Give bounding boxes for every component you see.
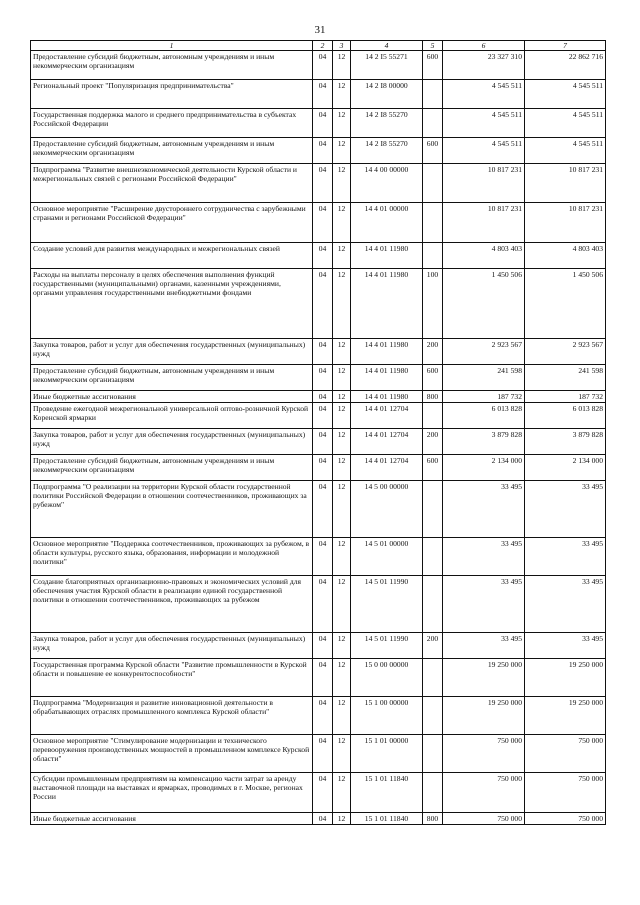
row-name: Закупка товаров, работ и услуг для обеспечения государственных (муниципальных) нужд — [31, 429, 313, 455]
row-name: Создание условий для развития международных и межрегиональных связей — [31, 243, 313, 269]
row-expense-type: 200 — [423, 633, 443, 659]
row-name: Предоставление субсидий бюджетным, автономным учреждениям и иным некоммерческим организациям — [31, 365, 313, 391]
row-amount-year-1: 750 000 — [443, 813, 525, 825]
row-amount-year-2: 33 495 — [525, 481, 606, 538]
row-target-code: 14 4 01 00000 — [351, 203, 423, 243]
row-expense-type — [423, 403, 443, 429]
row-amount-year-1: 6 013 828 — [443, 403, 525, 429]
table-row — [31, 659, 606, 697]
row-expense-type: 600 — [423, 138, 443, 164]
row-name: Подпрограмма "Модернизация и развитие инновационной деятельности в обрабатывающих отраслях промышленного комплекса Курской области" — [31, 697, 313, 735]
row-section-code: 04 — [313, 659, 333, 697]
row-target-code: 14 5 01 11990 — [351, 576, 423, 633]
row-target-code: 15 1 01 11840 — [351, 773, 423, 813]
row-expense-type — [423, 243, 443, 269]
row-target-code: 14 5 01 11990 — [351, 633, 423, 659]
row-subsection-code: 12 — [333, 633, 351, 659]
row-target-code: 15 0 00 00000 — [351, 659, 423, 697]
row-target-code: 15 1 00 00000 — [351, 697, 423, 735]
row-target-code: 14 2 I8 00000 — [351, 80, 423, 109]
column-header: 2 — [313, 41, 333, 51]
row-target-code: 14 2 I8 55270 — [351, 138, 423, 164]
table-row — [31, 203, 606, 243]
row-subsection-code: 12 — [333, 773, 351, 813]
row-expense-type — [423, 538, 443, 576]
row-subsection-code: 12 — [333, 735, 351, 773]
row-name: Предоставление субсидий бюджетным, автономным учреждениям и иным некоммерческим организациям — [31, 455, 313, 481]
budget-table — [30, 40, 606, 825]
row-amount-year-1: 10 817 231 — [443, 164, 525, 203]
table-row — [31, 269, 606, 339]
row-name: Основное мероприятие "Расширение двустороннего сотрудничества с зарубежными странами и регионами Российской Федерации" — [31, 203, 313, 243]
row-amount-year-2: 4 545 511 — [525, 109, 606, 138]
row-target-code: 14 4 01 11980 — [351, 339, 423, 365]
row-subsection-code: 12 — [333, 51, 351, 80]
row-subsection-code: 12 — [333, 455, 351, 481]
row-section-code: 04 — [313, 697, 333, 735]
row-amount-year-2: 6 013 828 — [525, 403, 606, 429]
row-target-code: 15 1 01 11840 — [351, 813, 423, 825]
row-section-code: 04 — [313, 481, 333, 538]
row-section-code: 04 — [313, 391, 333, 403]
row-amount-year-2: 3 879 828 — [525, 429, 606, 455]
row-target-code: 14 4 01 11980 — [351, 365, 423, 391]
row-name: Иные бюджетные ассигнования — [31, 391, 313, 403]
row-section-code: 04 — [313, 455, 333, 481]
row-name: Подпрограмма "О реализации на территории Курской области государственной политики Российской Федерации в отношении соотечественников, проживающих за рубежом" — [31, 481, 313, 538]
row-section-code: 04 — [313, 269, 333, 339]
row-section-code: 04 — [313, 339, 333, 365]
row-section-code: 04 — [313, 80, 333, 109]
row-subsection-code: 12 — [333, 80, 351, 109]
table-row — [31, 339, 606, 365]
row-section-code: 04 — [313, 813, 333, 825]
row-section-code: 04 — [313, 538, 333, 576]
row-section-code: 04 — [313, 735, 333, 773]
row-amount-year-2: 19 250 000 — [525, 697, 606, 735]
row-amount-year-2: 241 598 — [525, 365, 606, 391]
header-row — [31, 41, 606, 51]
row-expense-type — [423, 697, 443, 735]
row-subsection-code: 12 — [333, 697, 351, 735]
row-target-code: 14 5 01 00000 — [351, 538, 423, 576]
row-section-code: 04 — [313, 365, 333, 391]
row-name: Субсидии промышленным предприятиям на компенсацию части затрат за аренду выставочной площади на выставках и ярмарках, проводимых в г. Москве, регионах России — [31, 773, 313, 813]
row-amount-year-2: 10 817 231 — [525, 164, 606, 203]
row-section-code: 04 — [313, 109, 333, 138]
row-amount-year-1: 3 879 828 — [443, 429, 525, 455]
row-amount-year-2: 19 250 000 — [525, 659, 606, 697]
row-amount-year-2: 22 862 716 — [525, 51, 606, 80]
row-subsection-code: 12 — [333, 576, 351, 633]
row-amount-year-1: 33 495 — [443, 538, 525, 576]
column-header: 5 — [423, 41, 443, 51]
row-section-code: 04 — [313, 773, 333, 813]
row-name: Проведение ежегодной межрегиональной универсальной оптово-розничной Курской Коренской ярмарки — [31, 403, 313, 429]
row-subsection-code: 12 — [333, 365, 351, 391]
row-expense-type — [423, 164, 443, 203]
row-name: Создание благоприятных организационно-правовых и экономических условий для обеспечения участия Курской области в реализации единой государственной политики в отношении соотечественников, проживающих за рубежом — [31, 576, 313, 633]
row-amount-year-1: 4 545 511 — [443, 109, 525, 138]
row-name: Предоставление субсидий бюджетным, автономным учреждениям и иным некоммерческим организациям — [31, 138, 313, 164]
row-expense-type — [423, 659, 443, 697]
row-name: Основное мероприятие "Поддержка соотечественников, проживающих за рубежом, в области культуры, русского языка, образования, информации и молодежной политики" — [31, 538, 313, 576]
row-target-code: 15 1 01 00000 — [351, 735, 423, 773]
column-header: 6 — [443, 41, 525, 51]
row-expense-type: 200 — [423, 429, 443, 455]
row-amount-year-2: 4 803 403 — [525, 243, 606, 269]
row-amount-year-1: 4 545 511 — [443, 138, 525, 164]
row-expense-type: 600 — [423, 51, 443, 80]
table-row — [31, 391, 606, 403]
row-name: Государственная программа Курской области "Развитие промышленности в Курской области и повышение ее конкурентоспособности" — [31, 659, 313, 697]
row-expense-type: 800 — [423, 391, 443, 403]
row-subsection-code: 12 — [333, 138, 351, 164]
row-amount-year-2: 750 000 — [525, 735, 606, 773]
row-amount-year-1: 33 495 — [443, 481, 525, 538]
row-subsection-code: 12 — [333, 429, 351, 455]
table-row — [31, 243, 606, 269]
page-number: 31 — [314, 24, 326, 36]
column-header: 7 — [525, 41, 606, 51]
row-target-code: 14 4 00 00000 — [351, 164, 423, 203]
table-row — [31, 429, 606, 455]
row-subsection-code: 12 — [333, 243, 351, 269]
table-row — [31, 633, 606, 659]
row-name: Закупка товаров, работ и услуг для обеспечения государственных (муниципальных) нужд — [31, 339, 313, 365]
row-target-code: 14 2 I8 55270 — [351, 109, 423, 138]
row-expense-type: 600 — [423, 365, 443, 391]
row-name: Расходы на выплаты персоналу в целях обеспечения выполнения функций государственными (муниципальными) органами, казенными учреждениями, органами управления государственными внебюджетными фондами — [31, 269, 313, 339]
row-amount-year-1: 2 134 000 — [443, 455, 525, 481]
table-row — [31, 576, 606, 633]
row-subsection-code: 12 — [333, 203, 351, 243]
row-target-code: 14 4 01 12704 — [351, 455, 423, 481]
table-row — [31, 138, 606, 164]
row-amount-year-2: 33 495 — [525, 576, 606, 633]
row-section-code: 04 — [313, 576, 333, 633]
row-name: Основное мероприятие "Стимулирование модернизации и технического перевооружения производственных мощностей в промышленном комплексе Курской области" — [31, 735, 313, 773]
row-section-code: 04 — [313, 429, 333, 455]
row-expense-type — [423, 109, 443, 138]
row-name: Предоставление субсидий бюджетным, автономным учреждениям и иным некоммерческим организациям — [31, 51, 313, 80]
row-target-code: 14 5 00 00000 — [351, 481, 423, 538]
row-subsection-code: 12 — [333, 269, 351, 339]
row-amount-year-1: 2 923 567 — [443, 339, 525, 365]
row-expense-type: 800 — [423, 813, 443, 825]
row-amount-year-1: 750 000 — [443, 773, 525, 813]
row-subsection-code: 12 — [333, 481, 351, 538]
row-amount-year-2: 33 495 — [525, 633, 606, 659]
row-section-code: 04 — [313, 51, 333, 80]
row-subsection-code: 12 — [333, 813, 351, 825]
row-amount-year-2: 2 923 567 — [525, 339, 606, 365]
row-target-code: 14 4 01 12704 — [351, 403, 423, 429]
row-expense-type — [423, 735, 443, 773]
row-name: Подпрограмма "Развитие внешнеэкономической деятельности Курской области и межрегиональных связей с регионами Российской Федерации" — [31, 164, 313, 203]
column-header: 3 — [333, 41, 351, 51]
row-amount-year-2: 1 450 506 — [525, 269, 606, 339]
row-section-code: 04 — [313, 203, 333, 243]
table-row — [31, 109, 606, 138]
row-amount-year-1: 23 327 310 — [443, 51, 525, 80]
row-amount-year-2: 10 817 231 — [525, 203, 606, 243]
row-section-code: 04 — [313, 138, 333, 164]
table-row — [31, 164, 606, 203]
table-row — [31, 813, 606, 825]
row-amount-year-1: 33 495 — [443, 633, 525, 659]
row-expense-type — [423, 773, 443, 813]
row-amount-year-1: 19 250 000 — [443, 659, 525, 697]
row-section-code: 04 — [313, 403, 333, 429]
table-row — [31, 773, 606, 813]
row-name: Региональный проект "Популяризация предпринимательства" — [31, 80, 313, 109]
table-row — [31, 538, 606, 576]
row-subsection-code: 12 — [333, 391, 351, 403]
row-section-code: 04 — [313, 243, 333, 269]
row-subsection-code: 12 — [333, 164, 351, 203]
table-row — [31, 365, 606, 391]
row-amount-year-2: 750 000 — [525, 813, 606, 825]
row-amount-year-1: 1 450 506 — [443, 269, 525, 339]
row-amount-year-1: 241 598 — [443, 365, 525, 391]
row-expense-type — [423, 481, 443, 538]
table-row — [31, 481, 606, 538]
row-target-code: 14 2 I5 55271 — [351, 51, 423, 80]
row-target-code: 14 4 01 11980 — [351, 243, 423, 269]
table-row — [31, 455, 606, 481]
table-row — [31, 697, 606, 735]
column-header: 4 — [351, 41, 423, 51]
row-target-code: 14 4 01 11980 — [351, 391, 423, 403]
row-amount-year-1: 4 545 511 — [443, 80, 525, 109]
row-subsection-code: 12 — [333, 339, 351, 365]
table-row — [31, 735, 606, 773]
row-expense-type — [423, 576, 443, 633]
row-name: Государственная поддержка малого и среднего предпринимательства в субъектах Российской Федерации — [31, 109, 313, 138]
row-subsection-code: 12 — [333, 109, 351, 138]
row-amount-year-1: 19 250 000 — [443, 697, 525, 735]
row-expense-type: 200 — [423, 339, 443, 365]
row-amount-year-1: 10 817 231 — [443, 203, 525, 243]
row-amount-year-1: 187 732 — [443, 391, 525, 403]
row-amount-year-2: 187 732 — [525, 391, 606, 403]
row-expense-type — [423, 203, 443, 243]
table-row — [31, 51, 606, 80]
row-amount-year-2: 33 495 — [525, 538, 606, 576]
row-amount-year-2: 4 545 511 — [525, 80, 606, 109]
row-name: Иные бюджетные ассигнования — [31, 813, 313, 825]
row-amount-year-1: 4 803 403 — [443, 243, 525, 269]
table-row — [31, 403, 606, 429]
row-expense-type: 100 — [423, 269, 443, 339]
row-name: Закупка товаров, работ и услуг для обеспечения государственных (муниципальных) нужд — [31, 633, 313, 659]
table-row — [31, 80, 606, 109]
row-subsection-code: 12 — [333, 659, 351, 697]
row-expense-type — [423, 80, 443, 109]
row-expense-type: 600 — [423, 455, 443, 481]
row-amount-year-2: 2 134 000 — [525, 455, 606, 481]
row-amount-year-2: 4 545 511 — [525, 138, 606, 164]
row-section-code: 04 — [313, 164, 333, 203]
row-subsection-code: 12 — [333, 538, 351, 576]
row-target-code: 14 4 01 11980 — [351, 269, 423, 339]
row-subsection-code: 12 — [333, 403, 351, 429]
row-amount-year-1: 33 495 — [443, 576, 525, 633]
row-amount-year-2: 750 000 — [525, 773, 606, 813]
row-target-code: 14 4 01 12704 — [351, 429, 423, 455]
row-amount-year-1: 750 000 — [443, 735, 525, 773]
row-section-code: 04 — [313, 633, 333, 659]
column-header: 1 — [31, 41, 313, 51]
